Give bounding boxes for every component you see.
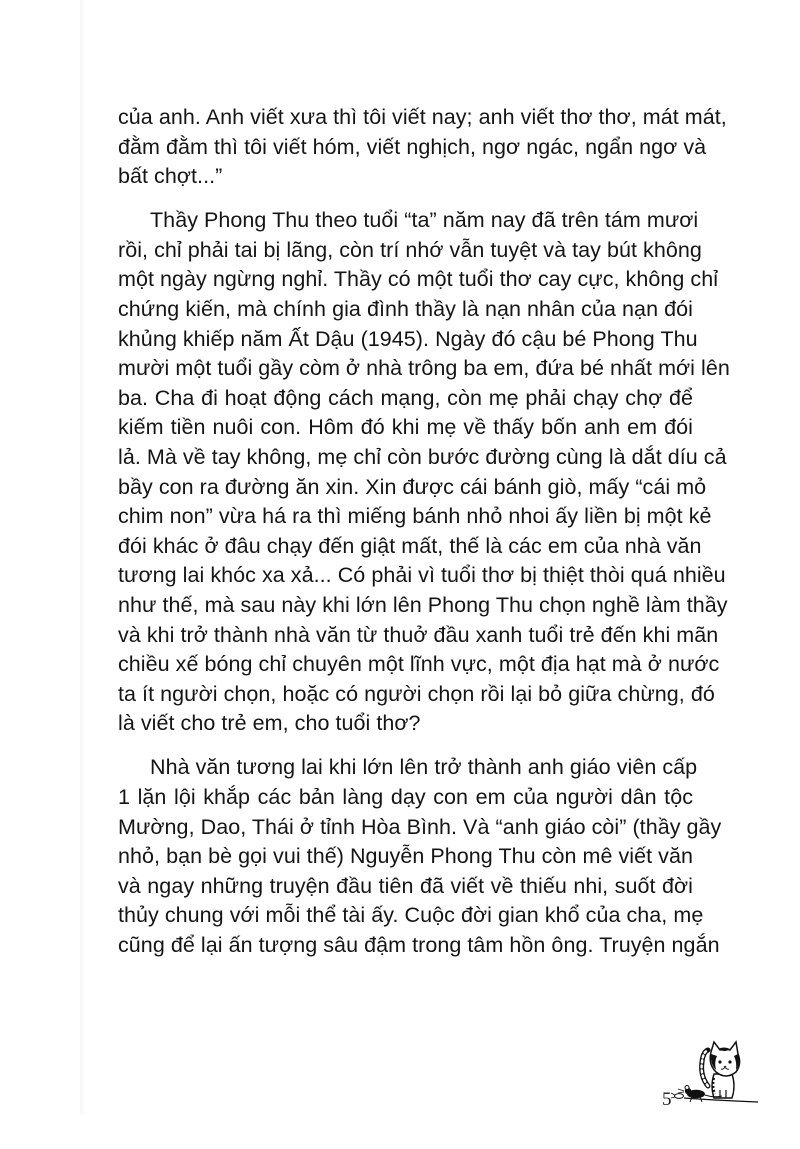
text-line: như thế, mà sau này khi lớn lên Phong Thu chọn nghề làm thầy (118, 593, 728, 617)
text-line: chim non” vừa há ra thì miếng bánh nhỏ nhoi ấy liền bị một kẻ (118, 504, 712, 529)
text-line: Mường, Dao, Thái ở tỉnh Hòa Bình. Và “anh giáo còi” (thầy gầy (118, 814, 722, 839)
text-line: và khi trở thành nhà văn từ thuở đầu xanh tuổi trẻ đến khi mãn (118, 622, 719, 647)
text-line: tương lai khóc xa xả... Có phải vì tuổi thơ bị thiệt thòi quá nhiều (118, 563, 726, 588)
text-line: đói khác ở đâu chạy đến giật mất, thế là các em của nhà văn (118, 533, 702, 558)
text-line: đằm đằm thì tôi viết hóm, viết nghịch, ngơ ngác, ngẩn ngơ và (118, 134, 707, 159)
text-line: mười một tuổi gầy còm ở nhà trông ba em, đứa bé nhất mới lên (118, 356, 730, 381)
text-line: Thầy Phong Thu theo tuổi “ta” năm nay đã trên tám mươi (150, 208, 699, 233)
text-line: nhỏ, bạn bè gọi vui thế) Nguyễn Phong Thu còn mê viết văn (118, 844, 693, 869)
text-line: ta ít người chọn, hoặc có người chọn rồi lại bỏ giữa chừng, đó (118, 681, 715, 706)
text-line: Nhà văn tương lai khi lớn lên trở thành anh giáo viên cấp (150, 755, 698, 780)
text-line: và ngay những truyện đầu tiên đã viết về thiếu nhi, suốt đời (118, 873, 693, 898)
text-line: bầy con ra đường ăn xin. Xin được cái bánh giò, mấy “cái mỏ (118, 474, 707, 499)
text-line: một ngày ngừng nghỉ. Thầy có một tuổi thơ cay cực, không chỉ (118, 267, 719, 292)
text-line: là viết cho trẻ em, cho tuổi thơ? (118, 711, 421, 736)
book-page-body (118, 103, 730, 975)
text-line: chiều xế bóng chỉ chuyên một lĩnh vực, một địa hạt mà ở nước (118, 652, 720, 677)
paragraph-2 (118, 206, 730, 739)
text-line: khủng khiếp năm Ất Dậu (1945). Ngày đó cậu bé Phong Thu (118, 326, 698, 351)
text-line: của anh. Anh viết xưa thì tôi viết nay; anh viết thơ thơ, mát mát, (118, 105, 727, 129)
page-number: 5 (662, 1089, 672, 1110)
text-line: 1 lặn lội khắp các bản làng dạy con em của người dân tộc (118, 785, 693, 810)
text-line: bất chợt...” (118, 164, 223, 189)
text-line: chứng kiến, mà chính gia đình thầy là nạn nhân của nạn đói (118, 297, 693, 322)
paragraph-3 (118, 753, 722, 960)
cat-and-mouse-icon (670, 1040, 760, 1112)
text-line: rồi, chỉ phải tai bị lãng, còn trí nhớ vẫn tuyệt và tay bút không (118, 237, 702, 262)
paragraph-1 (118, 103, 727, 192)
scan-page-edge (80, 0, 86, 1115)
text-line: ba. Cha đi hoạt động cách mạng, còn mẹ phải chạy chợ để (118, 385, 693, 410)
text-line: kiếm tiền nuôi con. Hôm đó khi mẹ về thấy bốn anh em đói (118, 415, 693, 440)
text-line: thủy chung với mỗi thể tài ấy. Cuộc đời gian khổ của cha, mẹ (118, 903, 704, 928)
text-line: cũng để lại ấn tượng sâu đậm trong tâm hồn ông. Truyện ngắn (118, 933, 720, 958)
text-line: lả. Mà về tay không, mẹ chỉ còn bước đường cùng là dắt díu cả (118, 445, 727, 470)
